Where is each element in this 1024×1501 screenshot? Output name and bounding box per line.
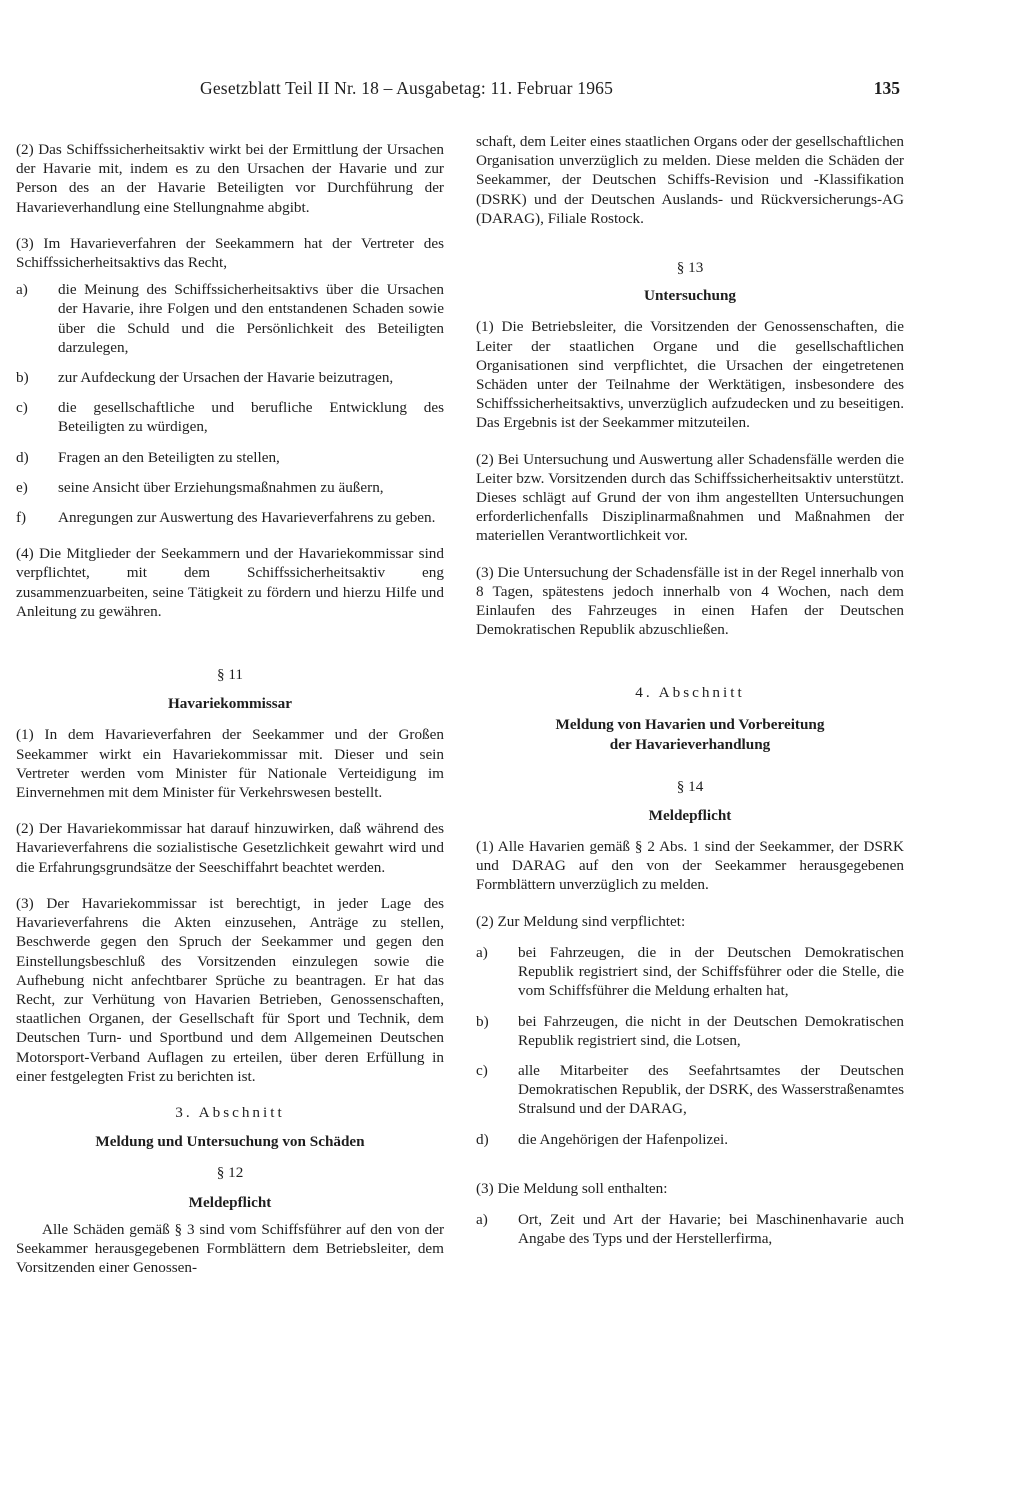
list-marker: b): [476, 1012, 489, 1030]
list-item: [476, 943, 904, 1001]
paragraph: (3) Der Havariekommissar ist berechtigt, in jeder Lage des Havarieverfahrens die Akten einzusehen, Anträge zu stellen, Beschwerde gegen den Spruch der Seekammer und gegen den Einstellungsbeschluß des Vorsitzenden einzulegen sowie die Aufhebung nicht anfechtbarer Sprüche zu beantragen. Er hat das Recht, zur Verhütung von Havarien Betrieben, Genossenschaften, staatlichen Organen, der Gesellschaft für Sport und Technik, dem Deutschen Turn- und Sportbund und dem Allgemeinen Deutschen Motorsport-Verband Auflagen zu erteilen, über deren Erfüllung in einer festgelegten Frist zu berichten ist.: [16, 894, 444, 1085]
section-number: § 13: [676, 259, 704, 277]
list-item: [476, 1061, 904, 1119]
right-column: [476, 132, 904, 1248]
list-marker: c): [476, 1061, 488, 1079]
paragraph: schaft, dem Leiter eines staatlichen Organs oder der gesellschaftlichen Organisation unverzüglich zu melden. Diese melden die Schäden der Seekammer, der Deutschen Schiffs-Revision und -Klassifikation (DSRK) und der Deutschen Auslands- und Rückversicherungs-AG (DARAG), Filiale Rostock.: [476, 133, 904, 227]
abschnitt-title: der Havarieverhandlung: [609, 735, 771, 753]
list-item: [16, 398, 444, 436]
list-marker: a): [476, 943, 488, 961]
section-title: Meldepflicht: [188, 1193, 272, 1211]
list-marker: d): [16, 448, 29, 466]
section-title: Untersuchung: [644, 287, 736, 305]
section-number: § 12: [216, 1164, 244, 1182]
paragraph: (1) In dem Havarieverfahren der Seekammer und der Großen Seekammer wirkt ein Havariekommissar mit. Dieser und sein Vertreter werden vom Minister für Nationale Verteidigung im Einvernehmen mit dem Minister für Verkehrswesen bestellt.: [16, 726, 444, 802]
left-column: [16, 140, 444, 1277]
header-title: Gesetzblatt Teil II Nr. 18 – Ausgabetag: 11. Februar 1965: [200, 78, 614, 98]
page-number: 135: [873, 78, 900, 98]
abschnitt-label: 3. Abschnitt: [175, 1103, 285, 1121]
list-text: die Angehörigen der Hafenpolizei.: [518, 1130, 729, 1148]
list-item: [476, 1210, 904, 1248]
paragraph: (2) Zur Meldung sind verpflichtet:: [476, 912, 686, 930]
list-marker: f): [16, 509, 27, 527]
list-text: Fragen an den Beteiligten zu stellen,: [58, 448, 280, 466]
paragraph: (3) Im Havarieverfahren der Seekammern hat der Vertreter des Schiffssicherheitsaktivs das Recht,: [16, 234, 444, 272]
list-marker: d): [476, 1130, 489, 1148]
page-header: [200, 78, 900, 108]
abschnitt-title: Meldung von Havarien und Vorbereitung: [555, 715, 825, 733]
list-item: [16, 448, 444, 467]
section-number: § 14: [676, 777, 704, 795]
list-marker: c): [16, 399, 28, 417]
list-marker: a): [476, 1210, 488, 1228]
abschnitt-title: Meldung und Untersuchung von Schäden: [95, 1133, 365, 1151]
abschnitt-label: 4. Abschnitt: [635, 684, 745, 702]
list-item: [476, 1012, 904, 1050]
list-text: bei Fahrzeugen, die nicht in der Deutschen Demokratischen Republik registriert sind, die Lotsen,: [518, 1012, 904, 1049]
section-title: Havariekommissar: [167, 695, 292, 713]
list-text: bei Fahrzeugen, die in der Deutschen Demokratischen Republik registriert sind, der Schiffsführer oder die Stelle, die vom Schiffsführer die Meldung erhalten hat,: [518, 943, 904, 1000]
list-marker: e): [16, 478, 28, 496]
paragraph: (4) Die Mitglieder der Seekammern und der Havariekommissar sind verpflichtet, mit dem Schiffssicherheitsaktiv eng zusammenzuarbeiten, seine Tätigkeit zu fördern und hierzu Hilfe und Anleitung zu gewähren.: [16, 545, 444, 620]
paragraph: (3) Die Untersuchung der Schadensfälle ist in der Regel innerhalb von 8 Tagen, spätestens jedoch innerhalb von 4 Wochen, nach dem Einlaufen des Fahrzeuges in einen Hafen der Deutschen Demokratischen Republik abzuschließen.: [476, 563, 904, 639]
paragraph: (1) Die Betriebsleiter, die Vorsitzenden der Genossenschaften, die Leiter der staatlichen Organe und die gesellschaftlichen Organisationen sind verpflichtet, die Ursachen der eingetretenen Schäden unter der Teilnahme der Werktätigen, insbesondere des Schiffssicherheitsaktivs, unverzüglich aufzudecken und zu beseitigen. Das Ergebnis ist der Seekammer mitzuteilen.: [476, 318, 904, 432]
list-item: [16, 368, 444, 387]
list-text: Ort, Zeit und Art der Havarie; bei Maschinenhavarie auch Angabe des Typs und der Herstellerfirma,: [518, 1210, 904, 1248]
list-item: [16, 478, 444, 497]
paragraph: (2) Das Schiffssicherheitsaktiv wirkt bei der Ermittlung der Ursachen der Havarie mit, indem es zu den Ursachen der Havarie und zur Person des an der Havarie Beteiligten vor Durchführung der Havarieverhandlung eine Stellungnahme abgibt.: [16, 141, 444, 216]
paragraph: Alle Schäden gemäß § 3 sind vom Schiffsführer auf den von der Seekammer herausgegebenen Formblättern dem Betriebsleiter, dem Vorsitzenden einer Genossen-: [16, 1220, 444, 1277]
list-text: zur Aufdeckung der Ursachen der Havarie beizutragen,: [58, 369, 394, 387]
list-text: Anregungen zur Auswertung des Havarieverfahrens zu geben.: [58, 509, 436, 527]
paragraph: (2) Bei Untersuchung und Auswertung aller Schadensfälle werden die Leiter bzw. Vorsitzenden durch das Schiffssicherheitsaktiv unterstützt. Dieses schlägt auf Grund der von ihm angestellten Untersuchungen erforderlichenfalls Disziplinarmaßnahmen und Maßnahmen der materiellen Verantwortlichkeit vor.: [476, 450, 904, 545]
list-text: alle Mitarbeiter des Seefahrtsamtes der Deutschen Demokratischen Republik, der DSRK, des Wasserstraßenamtes Stralsund und der DARAG,: [518, 1061, 904, 1118]
list-item: [476, 1130, 904, 1149]
section-title: Meldepflicht: [648, 806, 732, 824]
paragraph: (3) Die Meldung soll enthalten:: [476, 1179, 668, 1197]
list-marker: b): [16, 369, 29, 387]
list-item: [16, 508, 444, 527]
paragraph: (1) Alle Havarien gemäß § 2 Abs. 1 sind der Seekammer, der DSRK und DARAG auf den von der Seekammer herausgegebenen Formblättern unverzüglich zu melden.: [476, 838, 904, 894]
list-text: die gesellschaftliche und berufliche Entwicklung des Beteiligten zu würdigen,: [58, 399, 444, 436]
list-text: seine Ansicht über Erziehungsmaßnahmen zu äußern,: [58, 478, 384, 496]
list-marker: a): [16, 281, 28, 299]
section-number: § 11: [216, 666, 243, 684]
paragraph: (2) Der Havariekommissar hat darauf hinzuwirken, daß während des Havarieverfahrens die sozialistische Gesetzlichkeit gewahrt wird und die Erfahrungsgrundsätze der Seeschiffahrt beachtet werden.: [16, 820, 444, 876]
list-item: [16, 280, 444, 357]
list-text: die Meinung des Schiffssicherheitsaktivs über die Ursachen der Havarie, ihre Folgen und den entstandenen Schaden sowie über die Schuld und die Persönlichkeit des Beteiligten darzulegen,: [58, 281, 444, 356]
